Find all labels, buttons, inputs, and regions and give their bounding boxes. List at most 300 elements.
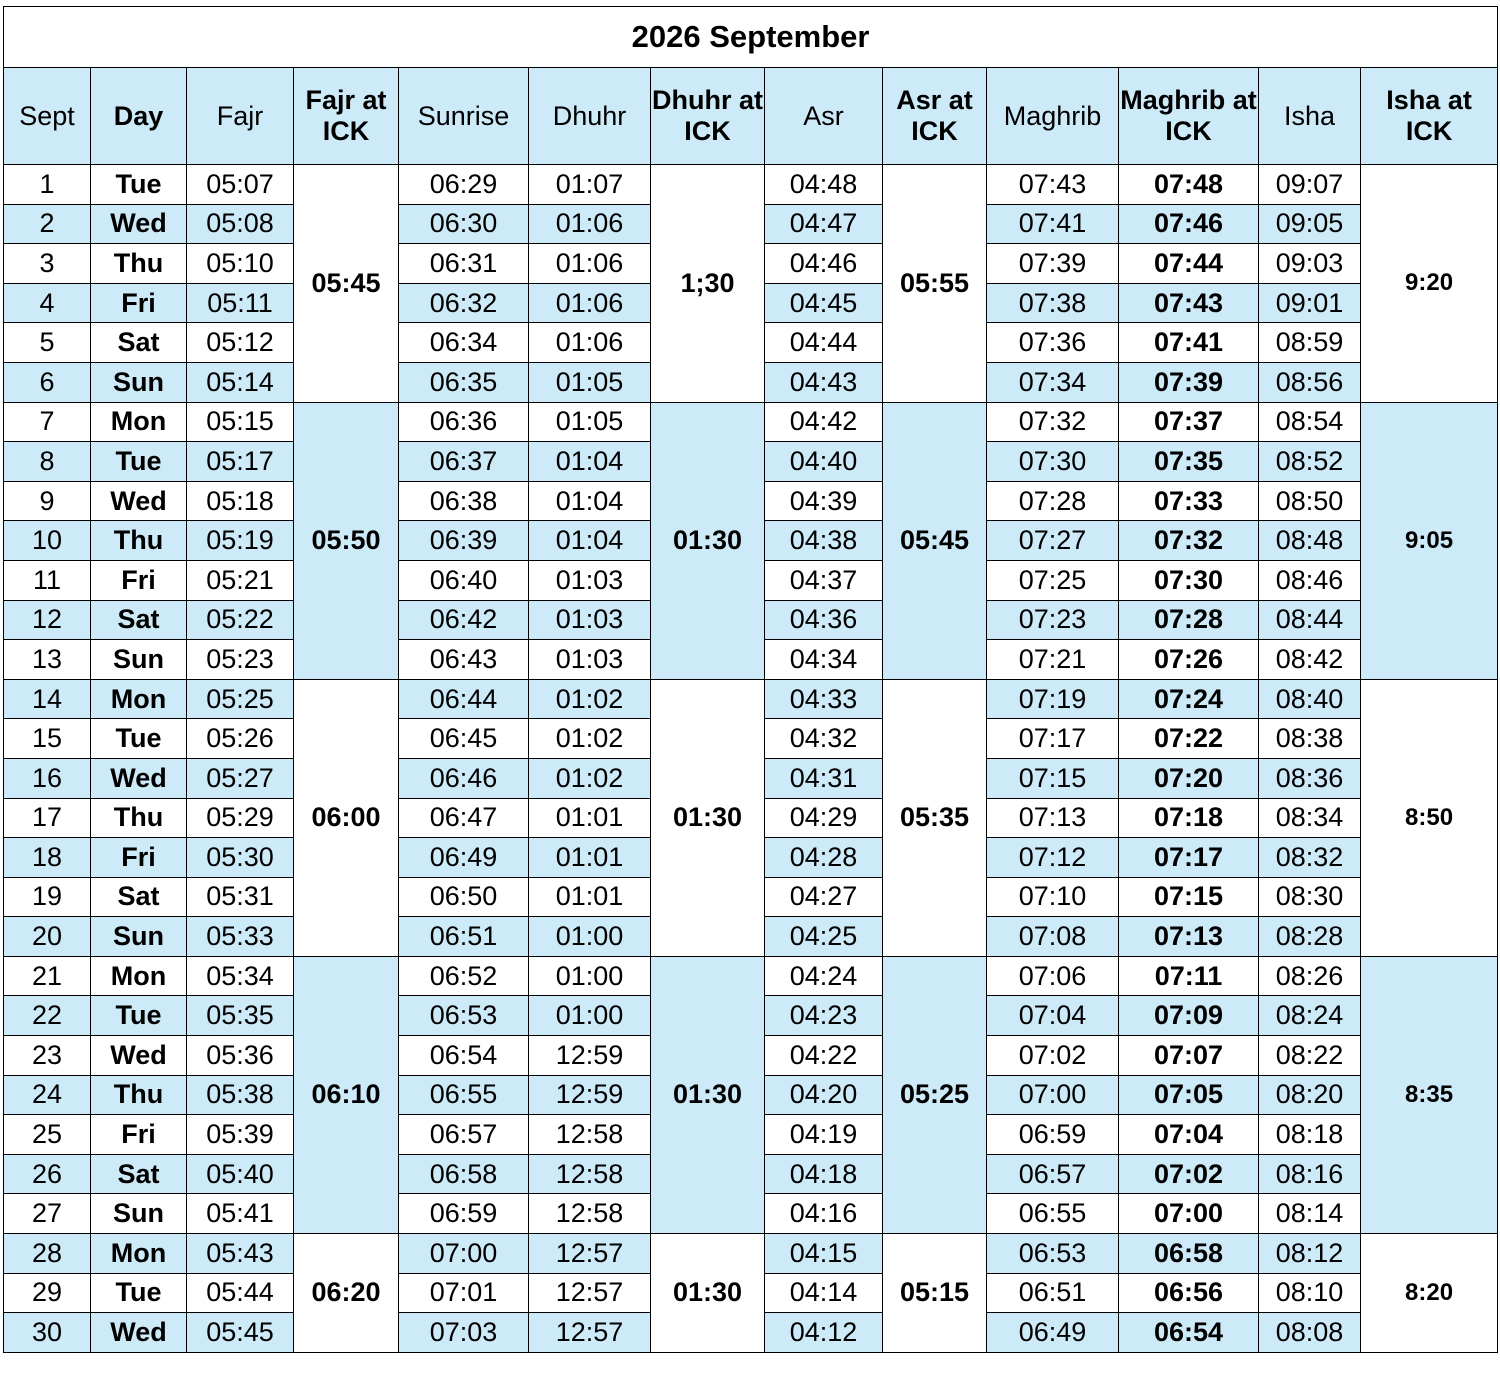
maghrib-cell: 07:08 bbox=[987, 917, 1119, 957]
date-cell: 22 bbox=[4, 996, 91, 1036]
asr-cell: 04:25 bbox=[765, 917, 883, 957]
dhuhr-ick-cell: 01:30 bbox=[651, 1234, 765, 1353]
isha-cell: 08:26 bbox=[1259, 956, 1361, 996]
dhuhr-cell: 01:06 bbox=[529, 204, 651, 244]
header-dhuhr: Dhuhr bbox=[529, 68, 651, 165]
header-day: Day bbox=[91, 68, 187, 165]
dhuhr-ick-cell: 01:30 bbox=[651, 402, 765, 679]
asr-cell: 04:40 bbox=[765, 442, 883, 482]
fajr-ick-cell: 05:50 bbox=[294, 402, 399, 679]
maghrib-ick-cell: 07:07 bbox=[1119, 1036, 1259, 1076]
header-row bbox=[4, 68, 1498, 165]
fajr-cell: 05:11 bbox=[187, 283, 294, 323]
asr-ick-cell: 05:55 bbox=[883, 165, 987, 403]
dhuhr-cell: 01:04 bbox=[529, 481, 651, 521]
sunrise-cell: 06:53 bbox=[399, 996, 529, 1036]
asr-cell: 04:31 bbox=[765, 758, 883, 798]
fajr-cell: 05:23 bbox=[187, 640, 294, 680]
date-cell: 8 bbox=[4, 442, 91, 482]
date-cell: 26 bbox=[4, 1154, 91, 1194]
day-cell: Sat bbox=[91, 877, 187, 917]
isha-ick-cell: 9:20 bbox=[1361, 165, 1498, 403]
maghrib-cell: 07:28 bbox=[987, 481, 1119, 521]
isha-cell: 08:34 bbox=[1259, 798, 1361, 838]
asr-cell: 04:34 bbox=[765, 640, 883, 680]
maghrib-cell: 06:49 bbox=[987, 1313, 1119, 1353]
maghrib-ick-cell: 07:39 bbox=[1119, 362, 1259, 402]
sunrise-cell: 06:40 bbox=[399, 560, 529, 600]
dhuhr-cell: 01:05 bbox=[529, 362, 651, 402]
sunrise-cell: 06:43 bbox=[399, 640, 529, 680]
asr-cell: 04:16 bbox=[765, 1194, 883, 1234]
date-cell: 30 bbox=[4, 1313, 91, 1353]
day-cell: Thu bbox=[91, 521, 187, 561]
maghrib-ick-cell: 07:24 bbox=[1119, 679, 1259, 719]
dhuhr-cell: 12:59 bbox=[529, 1075, 651, 1115]
fajr-cell: 05:15 bbox=[187, 402, 294, 442]
sunrise-cell: 06:45 bbox=[399, 719, 529, 759]
sunrise-cell: 06:30 bbox=[399, 204, 529, 244]
day-cell: Mon bbox=[91, 402, 187, 442]
date-cell: 27 bbox=[4, 1194, 91, 1234]
sunrise-cell: 06:46 bbox=[399, 758, 529, 798]
dhuhr-cell: 01:03 bbox=[529, 600, 651, 640]
day-cell: Sun bbox=[91, 362, 187, 402]
maghrib-cell: 06:57 bbox=[987, 1154, 1119, 1194]
day-cell: Thu bbox=[91, 244, 187, 284]
date-cell: 12 bbox=[4, 600, 91, 640]
asr-cell: 04:36 bbox=[765, 600, 883, 640]
isha-cell: 08:40 bbox=[1259, 679, 1361, 719]
date-cell: 23 bbox=[4, 1036, 91, 1076]
table-row bbox=[4, 402, 1498, 442]
fajr-cell: 05:39 bbox=[187, 1115, 294, 1155]
maghrib-cell: 07:39 bbox=[987, 244, 1119, 284]
dhuhr-cell: 01:01 bbox=[529, 798, 651, 838]
maghrib-cell: 07:32 bbox=[987, 402, 1119, 442]
dhuhr-cell: 01:03 bbox=[529, 640, 651, 680]
fajr-cell: 05:14 bbox=[187, 362, 294, 402]
fajr-cell: 05:12 bbox=[187, 323, 294, 363]
isha-cell: 08:16 bbox=[1259, 1154, 1361, 1194]
dhuhr-cell: 01:06 bbox=[529, 323, 651, 363]
asr-cell: 04:15 bbox=[765, 1234, 883, 1274]
asr-cell: 04:19 bbox=[765, 1115, 883, 1155]
maghrib-ick-cell: 07:46 bbox=[1119, 204, 1259, 244]
sunrise-cell: 06:55 bbox=[399, 1075, 529, 1115]
header-isha: Isha bbox=[1259, 68, 1361, 165]
dhuhr-cell: 01:00 bbox=[529, 956, 651, 996]
fajr-cell: 05:10 bbox=[187, 244, 294, 284]
sunrise-cell: 06:32 bbox=[399, 283, 529, 323]
header-dhuhr-ick: Dhuhr at ICK bbox=[651, 68, 765, 165]
maghrib-ick-cell: 07:00 bbox=[1119, 1194, 1259, 1234]
isha-cell: 09:05 bbox=[1259, 204, 1361, 244]
dhuhr-cell: 01:05 bbox=[529, 402, 651, 442]
dhuhr-cell: 01:02 bbox=[529, 719, 651, 759]
sunrise-cell: 06:39 bbox=[399, 521, 529, 561]
date-cell: 9 bbox=[4, 481, 91, 521]
sunrise-cell: 06:59 bbox=[399, 1194, 529, 1234]
maghrib-ick-cell: 07:44 bbox=[1119, 244, 1259, 284]
day-cell: Fri bbox=[91, 838, 187, 878]
sunrise-cell: 06:37 bbox=[399, 442, 529, 482]
day-cell: Thu bbox=[91, 1075, 187, 1115]
dhuhr-cell: 01:06 bbox=[529, 244, 651, 284]
table-title: 2026 September bbox=[4, 7, 1498, 68]
table-row bbox=[4, 956, 1498, 996]
maghrib-cell: 07:23 bbox=[987, 600, 1119, 640]
dhuhr-cell: 01:01 bbox=[529, 877, 651, 917]
asr-cell: 04:43 bbox=[765, 362, 883, 402]
fajr-cell: 05:44 bbox=[187, 1273, 294, 1313]
maghrib-cell: 06:53 bbox=[987, 1234, 1119, 1274]
maghrib-cell: 06:59 bbox=[987, 1115, 1119, 1155]
maghrib-cell: 07:43 bbox=[987, 165, 1119, 205]
isha-cell: 08:14 bbox=[1259, 1194, 1361, 1234]
asr-cell: 04:29 bbox=[765, 798, 883, 838]
maghrib-ick-cell: 07:37 bbox=[1119, 402, 1259, 442]
asr-ick-cell: 05:45 bbox=[883, 402, 987, 679]
maghrib-ick-cell: 07:20 bbox=[1119, 758, 1259, 798]
day-cell: Fri bbox=[91, 283, 187, 323]
sunrise-cell: 07:01 bbox=[399, 1273, 529, 1313]
maghrib-cell: 07:00 bbox=[987, 1075, 1119, 1115]
fajr-cell: 05:36 bbox=[187, 1036, 294, 1076]
date-cell: 20 bbox=[4, 917, 91, 957]
asr-cell: 04:12 bbox=[765, 1313, 883, 1353]
fajr-cell: 05:22 bbox=[187, 600, 294, 640]
fajr-cell: 05:34 bbox=[187, 956, 294, 996]
dhuhr-ick-cell: 01:30 bbox=[651, 956, 765, 1233]
sunrise-cell: 06:35 bbox=[399, 362, 529, 402]
table-row bbox=[4, 679, 1498, 719]
maghrib-cell: 07:13 bbox=[987, 798, 1119, 838]
fajr-cell: 05:18 bbox=[187, 481, 294, 521]
dhuhr-cell: 12:58 bbox=[529, 1115, 651, 1155]
fajr-cell: 05:38 bbox=[187, 1075, 294, 1115]
maghrib-cell: 06:51 bbox=[987, 1273, 1119, 1313]
maghrib-cell: 07:25 bbox=[987, 560, 1119, 600]
isha-cell: 08:42 bbox=[1259, 640, 1361, 680]
isha-ick-cell: 9:05 bbox=[1361, 402, 1498, 679]
sunrise-cell: 06:50 bbox=[399, 877, 529, 917]
asr-cell: 04:22 bbox=[765, 1036, 883, 1076]
sunrise-cell: 06:49 bbox=[399, 838, 529, 878]
asr-cell: 04:44 bbox=[765, 323, 883, 363]
day-cell: Sat bbox=[91, 1154, 187, 1194]
date-cell: 3 bbox=[4, 244, 91, 284]
isha-cell: 08:18 bbox=[1259, 1115, 1361, 1155]
asr-cell: 04:48 bbox=[765, 165, 883, 205]
isha-cell: 08:28 bbox=[1259, 917, 1361, 957]
dhuhr-cell: 01:03 bbox=[529, 560, 651, 600]
day-cell: Mon bbox=[91, 1234, 187, 1274]
dhuhr-cell: 01:06 bbox=[529, 283, 651, 323]
asr-cell: 04:18 bbox=[765, 1154, 883, 1194]
isha-cell: 09:07 bbox=[1259, 165, 1361, 205]
dhuhr-cell: 01:07 bbox=[529, 165, 651, 205]
header-isha-ick: Isha at ICK bbox=[1361, 68, 1498, 165]
date-cell: 10 bbox=[4, 521, 91, 561]
fajr-ick-cell: 06:00 bbox=[294, 679, 399, 956]
fajr-cell: 05:30 bbox=[187, 838, 294, 878]
date-cell: 29 bbox=[4, 1273, 91, 1313]
asr-cell: 04:20 bbox=[765, 1075, 883, 1115]
maghrib-ick-cell: 07:15 bbox=[1119, 877, 1259, 917]
isha-cell: 08:20 bbox=[1259, 1075, 1361, 1115]
dhuhr-cell: 01:02 bbox=[529, 758, 651, 798]
sunrise-cell: 06:36 bbox=[399, 402, 529, 442]
maghrib-ick-cell: 07:43 bbox=[1119, 283, 1259, 323]
maghrib-ick-cell: 07:41 bbox=[1119, 323, 1259, 363]
header-asr: Asr bbox=[765, 68, 883, 165]
asr-cell: 04:37 bbox=[765, 560, 883, 600]
date-cell: 5 bbox=[4, 323, 91, 363]
maghrib-ick-cell: 07:17 bbox=[1119, 838, 1259, 878]
maghrib-cell: 07:19 bbox=[987, 679, 1119, 719]
maghrib-cell: 07:21 bbox=[987, 640, 1119, 680]
maghrib-ick-cell: 07:22 bbox=[1119, 719, 1259, 759]
sunrise-cell: 06:42 bbox=[399, 600, 529, 640]
date-cell: 24 bbox=[4, 1075, 91, 1115]
fajr-cell: 05:08 bbox=[187, 204, 294, 244]
maghrib-cell: 07:10 bbox=[987, 877, 1119, 917]
table-body bbox=[4, 165, 1498, 1353]
dhuhr-cell: 12:58 bbox=[529, 1154, 651, 1194]
fajr-cell: 05:31 bbox=[187, 877, 294, 917]
sunrise-cell: 06:51 bbox=[399, 917, 529, 957]
maghrib-ick-cell: 07:35 bbox=[1119, 442, 1259, 482]
fajr-cell: 05:27 bbox=[187, 758, 294, 798]
day-cell: Tue bbox=[91, 442, 187, 482]
fajr-cell: 05:40 bbox=[187, 1154, 294, 1194]
maghrib-ick-cell: 07:13 bbox=[1119, 917, 1259, 957]
date-cell: 11 bbox=[4, 560, 91, 600]
dhuhr-cell: 01:00 bbox=[529, 917, 651, 957]
maghrib-ick-cell: 07:18 bbox=[1119, 798, 1259, 838]
prayer-times-table bbox=[3, 6, 1498, 1353]
date-cell: 18 bbox=[4, 838, 91, 878]
fajr-cell: 05:29 bbox=[187, 798, 294, 838]
asr-cell: 04:28 bbox=[765, 838, 883, 878]
dhuhr-cell: 12:57 bbox=[529, 1234, 651, 1274]
date-cell: 2 bbox=[4, 204, 91, 244]
day-cell: Sat bbox=[91, 600, 187, 640]
header-sunrise: Sunrise bbox=[399, 68, 529, 165]
day-cell: Wed bbox=[91, 1313, 187, 1353]
day-cell: Tue bbox=[91, 1273, 187, 1313]
dhuhr-cell: 12:58 bbox=[529, 1194, 651, 1234]
isha-cell: 08:30 bbox=[1259, 877, 1361, 917]
dhuhr-cell: 01:01 bbox=[529, 838, 651, 878]
header-fajr: Fajr bbox=[187, 68, 294, 165]
isha-cell: 08:56 bbox=[1259, 362, 1361, 402]
maghrib-ick-cell: 07:28 bbox=[1119, 600, 1259, 640]
day-cell: Wed bbox=[91, 204, 187, 244]
dhuhr-ick-cell: 1;30 bbox=[651, 165, 765, 403]
day-cell: Tue bbox=[91, 165, 187, 205]
isha-cell: 08:59 bbox=[1259, 323, 1361, 363]
maghrib-cell: 07:17 bbox=[987, 719, 1119, 759]
isha-cell: 08:22 bbox=[1259, 1036, 1361, 1076]
date-cell: 19 bbox=[4, 877, 91, 917]
date-cell: 13 bbox=[4, 640, 91, 680]
isha-cell: 08:10 bbox=[1259, 1273, 1361, 1313]
isha-cell: 08:50 bbox=[1259, 481, 1361, 521]
maghrib-cell: 07:36 bbox=[987, 323, 1119, 363]
fajr-cell: 05:41 bbox=[187, 1194, 294, 1234]
table-row bbox=[4, 165, 1498, 205]
maghrib-ick-cell: 06:58 bbox=[1119, 1234, 1259, 1274]
fajr-cell: 05:26 bbox=[187, 719, 294, 759]
maghrib-cell: 07:41 bbox=[987, 204, 1119, 244]
date-cell: 28 bbox=[4, 1234, 91, 1274]
maghrib-cell: 07:12 bbox=[987, 838, 1119, 878]
isha-cell: 08:08 bbox=[1259, 1313, 1361, 1353]
header-maghrib-ick: Maghrib at ICK bbox=[1119, 68, 1259, 165]
fajr-ick-cell: 05:45 bbox=[294, 165, 399, 403]
sunrise-cell: 06:54 bbox=[399, 1036, 529, 1076]
dhuhr-cell: 01:00 bbox=[529, 996, 651, 1036]
asr-cell: 04:42 bbox=[765, 402, 883, 442]
date-cell: 4 bbox=[4, 283, 91, 323]
asr-cell: 04:32 bbox=[765, 719, 883, 759]
dhuhr-cell: 12:59 bbox=[529, 1036, 651, 1076]
isha-cell: 08:24 bbox=[1259, 996, 1361, 1036]
asr-cell: 04:14 bbox=[765, 1273, 883, 1313]
fajr-cell: 05:25 bbox=[187, 679, 294, 719]
sunrise-cell: 06:31 bbox=[399, 244, 529, 284]
day-cell: Sun bbox=[91, 1194, 187, 1234]
day-cell: Mon bbox=[91, 956, 187, 996]
asr-cell: 04:23 bbox=[765, 996, 883, 1036]
isha-cell: 09:01 bbox=[1259, 283, 1361, 323]
isha-cell: 08:46 bbox=[1259, 560, 1361, 600]
header-asr-ick: Asr at ICK bbox=[883, 68, 987, 165]
asr-cell: 04:24 bbox=[765, 956, 883, 996]
isha-cell: 08:32 bbox=[1259, 838, 1361, 878]
sunrise-cell: 06:29 bbox=[399, 165, 529, 205]
isha-ick-cell: 8:20 bbox=[1361, 1234, 1498, 1353]
date-cell: 15 bbox=[4, 719, 91, 759]
asr-cell: 04:39 bbox=[765, 481, 883, 521]
day-cell: Wed bbox=[91, 481, 187, 521]
day-cell: Tue bbox=[91, 719, 187, 759]
maghrib-cell: 07:30 bbox=[987, 442, 1119, 482]
asr-ick-cell: 05:15 bbox=[883, 1234, 987, 1353]
fajr-ick-cell: 06:10 bbox=[294, 956, 399, 1233]
header-fajr-ick: Fajr at ICK bbox=[294, 68, 399, 165]
day-cell: Sat bbox=[91, 323, 187, 363]
asr-cell: 04:47 bbox=[765, 204, 883, 244]
sunrise-cell: 07:00 bbox=[399, 1234, 529, 1274]
sunrise-cell: 06:34 bbox=[399, 323, 529, 363]
date-cell: 16 bbox=[4, 758, 91, 798]
asr-cell: 04:33 bbox=[765, 679, 883, 719]
maghrib-ick-cell: 07:32 bbox=[1119, 521, 1259, 561]
dhuhr-cell: 01:02 bbox=[529, 679, 651, 719]
date-cell: 25 bbox=[4, 1115, 91, 1155]
maghrib-ick-cell: 07:02 bbox=[1119, 1154, 1259, 1194]
day-cell: Wed bbox=[91, 1036, 187, 1076]
maghrib-cell: 07:15 bbox=[987, 758, 1119, 798]
date-cell: 6 bbox=[4, 362, 91, 402]
sunrise-cell: 07:03 bbox=[399, 1313, 529, 1353]
maghrib-ick-cell: 07:11 bbox=[1119, 956, 1259, 996]
date-cell: 14 bbox=[4, 679, 91, 719]
maghrib-cell: 07:27 bbox=[987, 521, 1119, 561]
isha-cell: 08:36 bbox=[1259, 758, 1361, 798]
date-cell: 1 bbox=[4, 165, 91, 205]
sunrise-cell: 06:58 bbox=[399, 1154, 529, 1194]
asr-ick-cell: 05:25 bbox=[883, 956, 987, 1233]
isha-cell: 08:38 bbox=[1259, 719, 1361, 759]
sunrise-cell: 06:38 bbox=[399, 481, 529, 521]
sunrise-cell: 06:52 bbox=[399, 956, 529, 996]
fajr-cell: 05:45 bbox=[187, 1313, 294, 1353]
day-cell: Sun bbox=[91, 640, 187, 680]
maghrib-ick-cell: 07:26 bbox=[1119, 640, 1259, 680]
asr-cell: 04:38 bbox=[765, 521, 883, 561]
dhuhr-cell: 12:57 bbox=[529, 1313, 651, 1353]
isha-ick-cell: 8:35 bbox=[1361, 956, 1498, 1233]
fajr-cell: 05:33 bbox=[187, 917, 294, 957]
sunrise-cell: 06:47 bbox=[399, 798, 529, 838]
dhuhr-cell: 01:04 bbox=[529, 442, 651, 482]
maghrib-ick-cell: 07:33 bbox=[1119, 481, 1259, 521]
sunrise-cell: 06:44 bbox=[399, 679, 529, 719]
date-cell: 17 bbox=[4, 798, 91, 838]
maghrib-cell: 06:55 bbox=[987, 1194, 1119, 1234]
maghrib-cell: 07:34 bbox=[987, 362, 1119, 402]
isha-cell: 08:44 bbox=[1259, 600, 1361, 640]
fajr-cell: 05:19 bbox=[187, 521, 294, 561]
isha-cell: 08:48 bbox=[1259, 521, 1361, 561]
asr-ick-cell: 05:35 bbox=[883, 679, 987, 956]
maghrib-ick-cell: 07:30 bbox=[1119, 560, 1259, 600]
maghrib-cell: 07:02 bbox=[987, 1036, 1119, 1076]
asr-cell: 04:46 bbox=[765, 244, 883, 284]
fajr-cell: 05:17 bbox=[187, 442, 294, 482]
sunrise-cell: 06:57 bbox=[399, 1115, 529, 1155]
isha-cell: 08:12 bbox=[1259, 1234, 1361, 1274]
date-cell: 21 bbox=[4, 956, 91, 996]
maghrib-ick-cell: 07:05 bbox=[1119, 1075, 1259, 1115]
maghrib-ick-cell: 07:04 bbox=[1119, 1115, 1259, 1155]
dhuhr-ick-cell: 01:30 bbox=[651, 679, 765, 956]
fajr-ick-cell: 06:20 bbox=[294, 1234, 399, 1353]
dhuhr-cell: 12:57 bbox=[529, 1273, 651, 1313]
maghrib-cell: 07:06 bbox=[987, 956, 1119, 996]
header-maghrib: Maghrib bbox=[987, 68, 1119, 165]
day-cell: Fri bbox=[91, 560, 187, 600]
maghrib-cell: 07:04 bbox=[987, 996, 1119, 1036]
day-cell: Wed bbox=[91, 758, 187, 798]
table-row bbox=[4, 1234, 1498, 1274]
maghrib-ick-cell: 06:54 bbox=[1119, 1313, 1259, 1353]
header-sept: Sept bbox=[4, 68, 91, 165]
isha-cell: 08:54 bbox=[1259, 402, 1361, 442]
isha-cell: 09:03 bbox=[1259, 244, 1361, 284]
asr-cell: 04:45 bbox=[765, 283, 883, 323]
day-cell: Thu bbox=[91, 798, 187, 838]
maghrib-cell: 07:38 bbox=[987, 283, 1119, 323]
asr-cell: 04:27 bbox=[765, 877, 883, 917]
dhuhr-cell: 01:04 bbox=[529, 521, 651, 561]
isha-cell: 08:52 bbox=[1259, 442, 1361, 482]
date-cell: 7 bbox=[4, 402, 91, 442]
